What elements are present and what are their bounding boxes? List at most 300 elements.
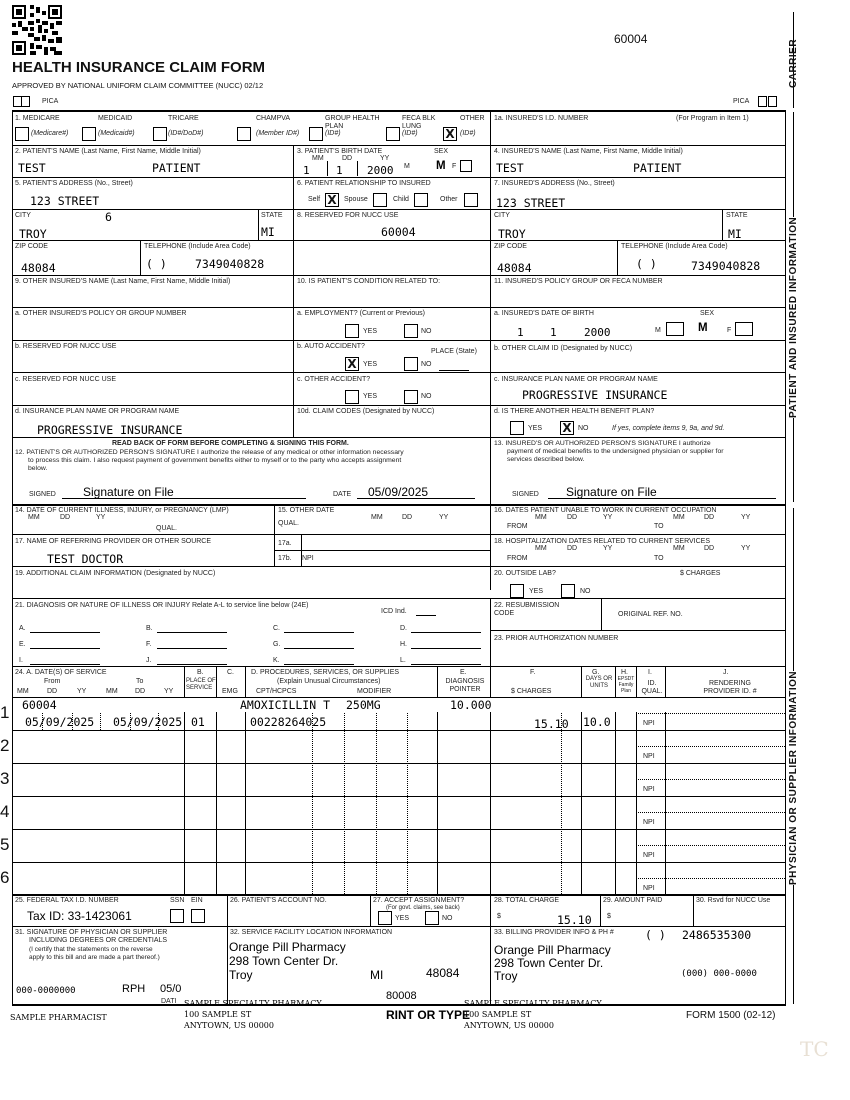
box18-to: TO [654, 555, 664, 562]
box1a-label: 1a. INSURED'S I.D. NUMBER [494, 115, 589, 122]
patient-first-name[interactable]: PATIENT [152, 161, 201, 175]
insured-first-name[interactable]: PATIENT [633, 161, 682, 175]
facility-state[interactable]: MI [370, 968, 384, 982]
billing-stamp-line3: ANYTOWN, US 00000 [464, 1021, 554, 1030]
box9c-label: c. RESERVED FOR NUCC USE [15, 376, 116, 383]
box9d-label: d. INSURANCE PLAN NAME OR PROGRAM NAME [15, 408, 180, 415]
diag-field-f[interactable] [157, 648, 227, 649]
patient-birth-mm[interactable]: 1 [303, 164, 310, 177]
patient-sex-f-checkbox[interactable] [460, 160, 472, 172]
billing-stamp-line1: SAMPLE SPECIALTY PHARMACY [464, 999, 602, 1008]
box24j-sub: RENDERING PROVIDER ID. # [703, 680, 757, 695]
feca-checkbox[interactable] [386, 127, 400, 141]
box16-from: FROM [507, 523, 528, 530]
pharmacist-name[interactable]: SAMPLE PHARMACIST [10, 1013, 107, 1022]
diag-letter-a: A. [19, 625, 26, 632]
grid-line [12, 307, 786, 308]
facility-street[interactable]: 298 Town Center Dr. [229, 954, 339, 968]
grid-line [561, 713, 562, 894]
box18-from: FROM [507, 555, 528, 562]
box10c-yes: YES [363, 393, 378, 400]
diag-letter-e: E. [19, 641, 26, 648]
insured-city[interactable]: TROY [498, 227, 526, 241]
box7-tel-label: TELEPHONE (Include Area Code) [621, 243, 728, 250]
box24g-sub: DAYS OR UNITS [585, 676, 613, 689]
physician-side-label: PHYSICIAN OR SUPPLIER INFORMATION [788, 670, 799, 885]
box7-state-label: STATE [726, 212, 748, 219]
box6-label: 6. PATIENT RELATIONSHIP TO INSURED [297, 180, 431, 187]
box1-label: 1. MEDICARE [15, 115, 60, 122]
box24e-sub: DIAGNOSIS POINTER [445, 678, 485, 693]
line1-drug-name[interactable]: AMOXICILLIN T [240, 698, 331, 712]
box23-label: 23. PRIOR AUTHORIZATION NUMBER [494, 635, 619, 642]
insured-plan-name[interactable]: PROGRESSIVE INSURANCE [522, 388, 668, 402]
grid-line [12, 372, 786, 373]
grid-line [72, 713, 73, 730]
diag-letter-f: F. [146, 641, 152, 648]
line1-place-of-service[interactable]: 01 [191, 715, 205, 729]
row2-npi: NPI [643, 753, 655, 760]
line1-quantity[interactable]: 10.000 [450, 698, 492, 712]
box16-mm1: MM [535, 514, 547, 521]
box26-label: 26. PATIENT'S ACCOUNT NO. [230, 897, 327, 904]
line1-ndc-code[interactable]: 00228264025 [250, 715, 327, 729]
grid-line [636, 746, 785, 747]
patient-side-label: PATIENT AND INSURED INFORMATION [788, 216, 799, 418]
diag-field-c[interactable] [284, 632, 354, 633]
diag-letter-j: J. [146, 657, 152, 664]
place-state-field[interactable] [439, 370, 469, 371]
outside-lab-no-checkbox[interactable] [561, 584, 575, 598]
patient-phone[interactable]: 7349040828 [195, 257, 265, 271]
box3-mm-label: MM [312, 155, 324, 162]
box24d-label: D. PROCEDURES, SERVICES, OR SUPPLIES [251, 669, 400, 676]
row-number-4: 4 [0, 802, 10, 821]
grid-line [344, 713, 345, 894]
box24d-modifier: MODIFIER [357, 688, 392, 695]
line1-from-date[interactable]: 05/09/2025 [25, 715, 95, 729]
billing-stamp-line2: 100 SAMPLE ST [464, 1010, 532, 1019]
box16-label: 16. DATES PATIENT UNABLE TO WORK IN CURRENT OCCUPATION [494, 507, 717, 514]
box31-l3: (I certify that the statements on the reverse [29, 946, 153, 953]
box10d-label: 10d. CLAIM CODES (Designated by NUCC) [297, 408, 435, 415]
box3-label: 3. PATIENT'S BIRTH DATE [297, 148, 383, 155]
grid-line [12, 598, 786, 599]
line1-charge[interactable]: 15.10 [534, 717, 569, 731]
relationship-child-checkbox[interactable] [414, 193, 428, 207]
box11-label: 11. INSURED'S POLICY GROUP OR FECA NUMBER [494, 278, 663, 285]
box5-city-label: CITY [15, 212, 31, 219]
grid-line [227, 894, 228, 1004]
grid-line [100, 713, 101, 730]
insured-signature[interactable]: Signature on File [566, 485, 657, 499]
box11b-label: b. OTHER CLAIM ID (Designated by NUCC) [494, 345, 633, 352]
insured-state[interactable]: MI [728, 227, 742, 241]
grid-line [407, 713, 408, 894]
pica-left-box-2[interactable] [21, 96, 30, 107]
grid-line [274, 504, 275, 566]
box15-yy: YY [439, 514, 449, 521]
grid-line [312, 713, 313, 894]
diag-field-h[interactable] [411, 648, 481, 649]
service-line-1-shaded [13, 698, 785, 712]
box10c-label: c. OTHER ACCIDENT? [297, 376, 371, 383]
patient-state[interactable]: MI [261, 225, 275, 239]
grid-line [601, 598, 602, 630]
row-number-1: 1 [0, 703, 10, 722]
grid-line [636, 812, 785, 813]
patient-phone-paren: ( ) [146, 257, 167, 271]
box11d-label: d. IS THERE ANOTHER HEALTH BENEFIT PLAN? [494, 408, 655, 415]
other-plan-no-checkbox[interactable]: X [560, 421, 574, 435]
box24f-label: F. [530, 669, 536, 676]
box2-label: 2. PATIENT'S NAME (Last Name, First Name, Middle Initial) [15, 148, 201, 155]
row-number-6: 6 [0, 868, 10, 887]
row3-npi: NPI [643, 786, 655, 793]
grid-line [12, 926, 786, 927]
referring-provider-name[interactable]: TEST DOCTOR [47, 552, 124, 566]
insured-birth-mm[interactable]: 1 [517, 326, 524, 339]
box20-yes: YES [529, 588, 544, 595]
line1-drug-strength[interactable]: 250MG [346, 698, 381, 712]
box7-label: 7. INSURED'S ADDRESS (No., Street) [494, 180, 615, 187]
patient-signature-date[interactable]: 05/09/2025 [368, 485, 429, 499]
billing-street[interactable]: 298 Town Center Dr. [494, 956, 604, 970]
billing-phone-paren: ( ) [645, 928, 666, 942]
grid-line [12, 566, 786, 567]
box9-label: 9. OTHER INSURED'S NAME (Last Name, First Name, Middle Initial) [15, 278, 231, 285]
ssn-checkbox[interactable] [170, 909, 184, 923]
medicaid-checkbox[interactable] [82, 127, 96, 141]
diag-field-i[interactable] [30, 664, 100, 665]
tricare-checkbox[interactable] [153, 127, 167, 141]
facility-name[interactable]: Orange Pill Pharmacy [229, 940, 346, 954]
insured-sex-f-checkbox[interactable] [735, 322, 753, 336]
box24d-cpt: CPT/HCPCS [256, 688, 297, 695]
box24b-sub: PLACE OF SERVICE [186, 678, 216, 691]
diag-field-b[interactable] [157, 632, 227, 633]
control-number: 60004 [614, 32, 648, 46]
grid-line [617, 240, 618, 275]
row-number-5: 5 [0, 835, 10, 854]
date-divider [357, 161, 358, 176]
box1-tricare-sub: (ID#/DoD#) [168, 130, 204, 137]
group-checkbox[interactable] [309, 127, 323, 141]
insured-zip[interactable]: 48084 [497, 261, 532, 275]
box10a-no: NO [421, 328, 432, 335]
qr-code [12, 5, 62, 55]
grid-line [636, 779, 785, 780]
box17-label: 17. NAME OF REFERRING PROVIDER OR OTHER SOURCE [15, 538, 212, 545]
box1-group-sub: (ID#) [325, 130, 341, 137]
box11a-f: F [727, 327, 732, 334]
patient-street[interactable]: 123 STREET [30, 194, 100, 208]
box7-zip-label: ZIP CODE [494, 243, 527, 250]
row5-npi: NPI [643, 852, 655, 859]
box12-date-label: DATE [333, 491, 352, 498]
grid-line [12, 534, 786, 535]
grid-line [376, 713, 377, 894]
box1-group: GROUP HEALTH PLAN [325, 115, 380, 130]
box24a-mm1: MM [17, 688, 29, 695]
watermark-logo: TC [800, 1037, 829, 1061]
auto-accident-no-checkbox[interactable] [404, 357, 418, 371]
box31-date-label: DATI [161, 998, 177, 1005]
total-charge[interactable]: 15.10 [557, 913, 592, 927]
box1-feca-sub: (ID#) [402, 130, 418, 137]
box24b-label: B. [197, 669, 204, 676]
insured-last-name[interactable]: TEST [496, 161, 524, 175]
facility-npi[interactable]: 80008 [386, 990, 417, 1002]
facility-stamp-line1: SAMPLE SPECIALTY PHARMACY [184, 999, 322, 1008]
relationship-spouse-checkbox[interactable] [373, 193, 387, 207]
box6-self: Self [308, 196, 321, 203]
patient-zip[interactable]: 48084 [21, 261, 56, 275]
patient-sex-value[interactable]: M [436, 160, 446, 172]
box20-no: NO [580, 588, 591, 595]
box11a-label: a. INSURED'S DATE OF BIRTH [494, 310, 594, 317]
other-plan-yes-checkbox[interactable] [510, 421, 524, 435]
box16-dd2: DD [704, 514, 715, 521]
insured-sex-m-checkbox[interactable] [666, 322, 684, 336]
diag-letter-l: L. [400, 657, 406, 664]
box14-mm: MM [28, 514, 40, 521]
box15-dd: DD [402, 514, 413, 521]
billing-name[interactable]: Orange Pill Pharmacy [494, 943, 611, 957]
box11d-no: NO [578, 425, 589, 432]
box10a-yes: YES [363, 328, 378, 335]
box12-text2: to process this claim. I also request payment of government benefits either to myself or to the party who accepts assignment [28, 457, 402, 464]
box1-feca: FECA BLK LUNG [402, 115, 436, 130]
line1-to-date[interactable]: 05/09/2025 [113, 715, 183, 729]
box10b-label: b. AUTO ACCIDENT? [297, 343, 365, 350]
icd-field[interactable] [416, 615, 436, 616]
physician-credential[interactable]: RPH [122, 983, 146, 995]
box18-yy2: YY [741, 545, 751, 552]
grid-line [490, 630, 786, 631]
diag-field-j[interactable] [157, 664, 227, 665]
grid-line [12, 1004, 786, 1006]
patient-city[interactable]: TROY [19, 227, 47, 241]
other-insurance-plan-name[interactable]: PROGRESSIVE INSURANCE [37, 423, 183, 437]
box21-label: 21. DIAGNOSIS OR NATURE OF ILLNESS OR INJURY Relate A-L to service line below (24E) [15, 602, 309, 609]
box14-label: 14. DATE OF CURRENT ILLNESS, INJURY, or PREGNANCY (LMP) [15, 507, 229, 514]
grid-line [12, 110, 13, 1004]
other-accident-yes-checkbox[interactable] [345, 390, 359, 404]
grid-line [12, 666, 786, 667]
grid-line [12, 862, 786, 863]
box28-label: 28. TOTAL CHARGE [494, 897, 560, 904]
diag-letter-k: K. [273, 657, 280, 664]
outside-lab-yes-checkbox[interactable] [510, 584, 524, 598]
billing-city[interactable]: Troy [494, 969, 518, 983]
box24g-label: G. [592, 669, 600, 676]
grid-line [693, 894, 694, 926]
diag-letter-h: H. [400, 641, 407, 648]
box29-label: 29. AMOUNT PAID [603, 897, 663, 904]
box24c-label: C. [227, 669, 234, 676]
diag-field-l[interactable] [411, 664, 481, 665]
grid-line [490, 110, 491, 590]
box7-city-label: CITY [494, 212, 510, 219]
print-or-type-label: RINT OR TYPE [386, 1008, 471, 1022]
box24f-charges: $ CHARGES [511, 688, 552, 695]
form-number: FORM 1500 (02-12) [686, 1010, 776, 1021]
box16-yy1: YY [603, 514, 613, 521]
grid-line [158, 713, 159, 730]
box17a-label: 17a. [278, 540, 292, 547]
grid-line [785, 110, 786, 1004]
physician-phone[interactable]: 000-0000000 [16, 986, 76, 996]
grid-line [490, 894, 491, 1004]
grid-line [293, 145, 294, 437]
row1-npi: NPI [643, 720, 655, 727]
box1-tricare: TRICARE [168, 115, 199, 122]
champva-checkbox[interactable] [237, 127, 251, 141]
diag-letter-i: I. [19, 657, 23, 664]
pica-right-box-2[interactable] [768, 96, 777, 107]
billing-phone-2[interactable]: (000) 000-0000 [681, 969, 757, 979]
box27-sub: (For govt. claims, see back) [386, 905, 460, 911]
grid-line [12, 177, 786, 178]
grid-line [12, 763, 786, 764]
box6-child: Child [393, 196, 409, 203]
insured-sex-value[interactable]: M [698, 322, 708, 334]
billing-phone[interactable]: 2486535300 [682, 928, 752, 942]
diag-letter-c: C. [273, 625, 280, 632]
physician-sign-date[interactable]: 05/0 [160, 983, 182, 995]
box13-text2: payment of medical benefits to the undersigned physician or supplier for [507, 448, 724, 455]
medicare-checkbox[interactable] [15, 127, 29, 141]
grid-line [12, 437, 786, 438]
grid-line [12, 405, 786, 406]
reserved-nucc-value[interactable]: 60004 [381, 225, 416, 239]
box28-dollar: $ [497, 913, 501, 920]
diag-field-k[interactable] [284, 664, 354, 665]
box3-sex-label: SEX [434, 148, 449, 155]
box17b-label: 17b. [278, 555, 292, 562]
box15-label: 15. OTHER DATE [278, 507, 335, 514]
employment-no-checkbox[interactable] [404, 324, 418, 338]
insured-street[interactable]: 123 STREET [496, 196, 566, 210]
federal-tax-id[interactable]: Tax ID: 33-1423061 [27, 909, 132, 923]
insured-phone[interactable]: 7349040828 [691, 259, 761, 273]
relationship-self-checkbox[interactable]: X [325, 193, 339, 207]
box24a-from: From [44, 678, 61, 685]
box24a-mm2: MM [106, 688, 118, 695]
diag-field-e[interactable] [30, 648, 100, 649]
box5-zip-label: ZIP CODE [15, 243, 48, 250]
box10b-place: PLACE (State) [431, 348, 477, 355]
diag-field-g[interactable] [284, 648, 354, 649]
patient-birth-yy[interactable]: 2000 [367, 164, 394, 177]
box11a-m: M [655, 327, 661, 334]
diag-field-a[interactable] [30, 632, 100, 633]
insured-birth-dd[interactable]: 1 [550, 326, 557, 339]
box16-dd1: DD [567, 514, 578, 521]
box3-m: M [404, 163, 410, 170]
grid-line [12, 340, 786, 341]
box25-ssn: SSN [170, 897, 185, 904]
box18-yy1: YY [603, 545, 613, 552]
box22-label: 22. RESUBMISSION CODE [494, 602, 560, 617]
grid-line [12, 110, 786, 112]
box24e-label: E. [460, 669, 467, 676]
box11c-label: c. INSURANCE PLAN NAME OR PROGRAM NAME [494, 376, 658, 383]
other-accident-no-checkbox[interactable] [404, 390, 418, 404]
row6-npi: NPI [643, 885, 655, 892]
box1-medicaid-sub: (Medicaid#) [98, 130, 135, 137]
box33-label: 33. BILLING PROVIDER INFO & PH # [494, 929, 614, 936]
box11d-note: If yes, complete items 9, 9a, and 9d. [612, 425, 725, 432]
box12-heading: READ BACK OF FORM BEFORE COMPLETING & SIGNING THIS FORM. [112, 440, 349, 447]
insured-birth-yy[interactable]: 2000 [584, 326, 611, 339]
box24c-emg: EMG [222, 688, 238, 695]
box8-label: 8. RESERVED FOR NUCC USE [297, 212, 399, 219]
grid-line [258, 209, 259, 240]
accept-assignment-yes-checkbox[interactable] [378, 911, 392, 925]
box19-label: 19. ADDITIONAL CLAIM INFORMATION (Designated by NUCC) [15, 570, 216, 577]
box5-state-label: STATE [261, 212, 283, 219]
patient-signature[interactable]: Signature on File [83, 485, 174, 499]
box18-mm1: MM [535, 545, 547, 552]
box24a-dd2: DD [135, 688, 146, 695]
row4-npi: NPI [643, 819, 655, 826]
box24a-to: To [136, 678, 144, 685]
patient-birth-dd[interactable]: 1 [336, 164, 343, 177]
grid-line [12, 145, 786, 146]
grid-line [600, 894, 601, 926]
box14-yy: YY [96, 514, 106, 521]
pica-right-box-1[interactable] [758, 96, 767, 107]
patient-last-name[interactable]: TEST [18, 161, 46, 175]
grid-line [140, 240, 141, 275]
patient-city-extra[interactable]: 6 [105, 210, 112, 224]
other-checkbox[interactable]: X [443, 127, 457, 141]
insured-phone-paren: ( ) [636, 257, 657, 271]
employment-yes-checkbox[interactable] [345, 324, 359, 338]
box14-dd: DD [60, 514, 71, 521]
box17b-npi: NPI [302, 555, 314, 562]
box9a-label: a. OTHER INSURED'S POLICY OR GROUP NUMBER [15, 310, 187, 317]
box1-champva-sub: (Member ID#) [256, 130, 300, 137]
facility-zip[interactable]: 48084 [426, 966, 460, 980]
grid-line [130, 713, 131, 730]
line1-units[interactable]: 10.0 [583, 715, 611, 729]
box20-charges: $ CHARGES [680, 570, 721, 577]
relationship-other-checkbox[interactable] [464, 193, 478, 207]
box31-l2: INCLUDING DEGREES OR CREDENTIALS [29, 937, 168, 944]
accept-assignment-no-checkbox[interactable] [425, 911, 439, 925]
ein-checkbox[interactable] [191, 909, 205, 923]
grid-line [636, 713, 785, 714]
box13-signed-label: SIGNED [512, 491, 539, 498]
box24a-dd1: DD [47, 688, 58, 695]
box24a-yy2: YY [164, 688, 174, 695]
diag-field-d[interactable] [411, 632, 481, 633]
auto-accident-yes-checkbox[interactable]: X [345, 357, 359, 371]
box12-signed-label: SIGNED [29, 491, 56, 498]
box22-orig: ORIGINAL REF. NO. [618, 611, 683, 618]
grid-line [274, 550, 490, 551]
box24i-sub: ID. QUAL. [641, 680, 663, 695]
line1-shaded-code[interactable]: 60004 [22, 698, 57, 712]
facility-city[interactable]: Troy [229, 968, 253, 982]
box9b-label: b. RESERVED FOR NUCC USE [15, 343, 117, 350]
box24h-sub: EPSDT Family Plan [617, 676, 635, 694]
box27-no: NO [442, 915, 453, 922]
grid-line [722, 209, 723, 240]
